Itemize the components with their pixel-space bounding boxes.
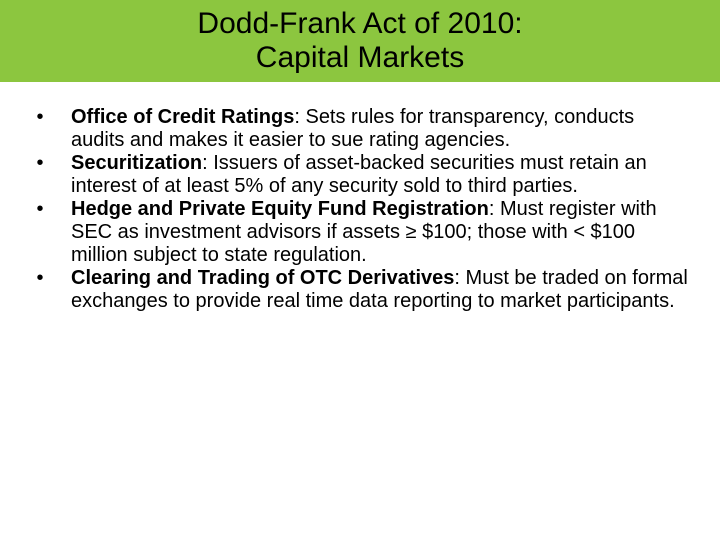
bullet-text: : Must be traded on formal exchanges to provide real time data reporting to market participants. [71, 267, 688, 312]
slide-title-line-2: Capital Markets [255, 41, 465, 74]
bullet-text: : Issuers of asset-backed securities must retain an interest of at least 5% of any security sold to third parties. [71, 152, 647, 197]
bullet-marker: • [36, 152, 44, 174]
bullet-term: Hedge and Private Equity Fund Registration [71, 198, 489, 220]
bullet-term: Securitization [71, 152, 203, 174]
bullet-securitization [30, 152, 690, 198]
bullet-marker: • [36, 267, 44, 289]
bullet-office-of-credit-ratings [30, 106, 690, 152]
bullet-list [30, 106, 690, 313]
bullet-text: : Must register with SEC as investment advisors if assets ≥ $100; those with < $100 million subject to state regulation. [71, 198, 657, 266]
bullet-marker: • [36, 106, 44, 128]
bullet-marker: • [36, 198, 44, 220]
slide-title-line-1: Dodd-Frank Act of 2010: [197, 7, 523, 40]
bullet-hedge-fund-registration [30, 198, 690, 267]
bullet-term: Office of Credit Ratings [71, 106, 295, 128]
title-bar [0, 0, 720, 82]
bullet-text: : Sets rules for transparency, conducts audits and makes it easier to sue rating agencies. [71, 106, 635, 151]
bullet-otc-derivatives [30, 267, 690, 313]
bullet-term: Clearing and Trading of OTC Derivatives [71, 267, 455, 289]
